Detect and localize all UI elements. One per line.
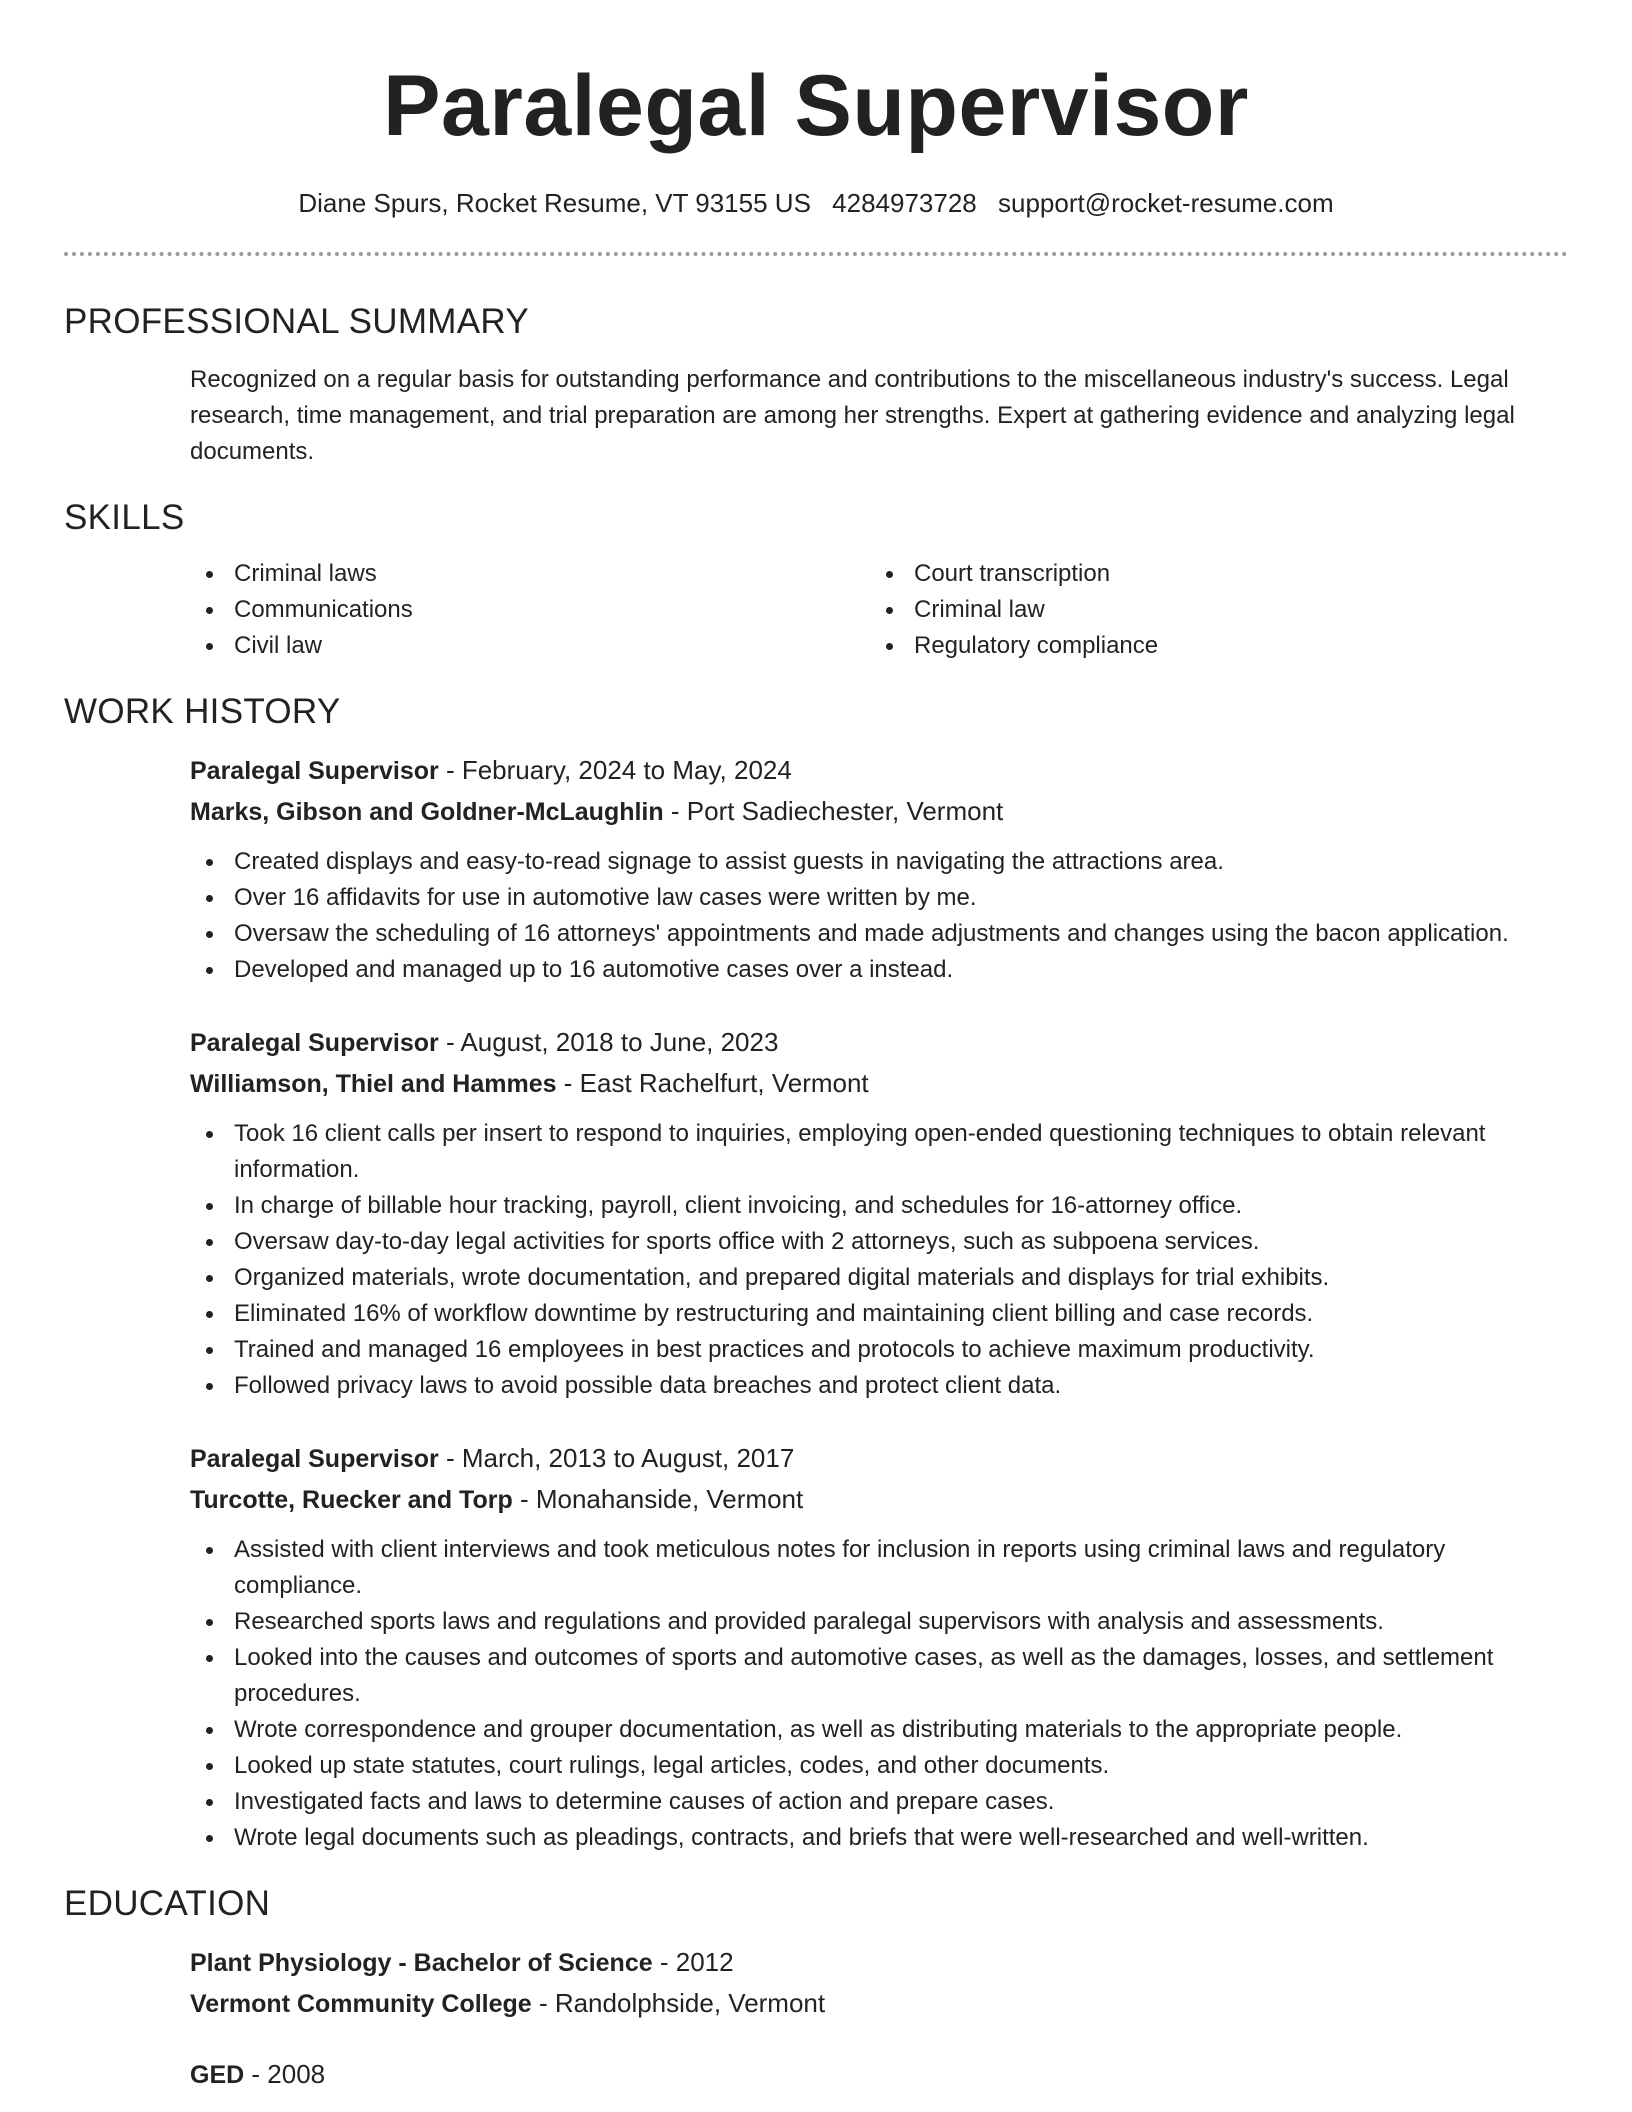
job-location: - East Rachelfurt, Vermont [556,1068,869,1098]
job-bullet: Investigated facts and laws to determine causes of action and prepare cases. [190,1784,1568,1820]
job-bullets [190,844,1568,988]
job-bullet: Trained and managed 16 employees in best practices and protocols to achieve maximum productivity. [190,1332,1568,1368]
job-bullets [190,1532,1568,1856]
job-company-line [190,1063,1568,1104]
job-location: - Port Sadiechester, Vermont [663,796,1004,826]
job-bullet: In charge of billable hour tracking, payroll, client invoicing, and schedules for 16-attorney office. [190,1188,1568,1224]
skill-item: Court transcription [870,556,1550,592]
job-role-line [190,1022,1568,1063]
summary-text: Recognized on a regular basis for outstanding performance and contributions to the miscellaneous industry's success. Legal research, time management, and trial preparation are among her strengths. Expert at gathering evidence and analyzing legal documents. [190,366,1515,465]
job-company: Turcotte, Ruecker and Torp [190,1486,513,1514]
skill-item: Criminal law [870,592,1550,628]
resume-page [64,0,1568,2095]
job-bullets [190,1116,1568,1404]
job-bullet: Assisted with client interviews and took meticulous notes for inclusion in reports using criminal laws and regulatory compliance. [190,1532,1568,1604]
job-entry [190,750,1568,988]
job-dates: - March, 2013 to August, 2017 [438,1443,795,1473]
job-location: - Monahanside, Vermont [512,1484,804,1514]
skills-list-right [870,556,1550,664]
job-bullet: Eliminated 16% of workflow downtime by restructuring and maintaining client billing and case records. [190,1296,1568,1332]
contact-email: support@rocket-resume.com [998,188,1334,218]
education-year: - 2008 [244,2059,326,2089]
job-bullet: Developed and managed up to 16 automotive cases over a instead. [190,952,1568,988]
job-company-line [190,1479,1568,1520]
job-entry [190,1438,1568,1856]
job-role-line [190,1438,1568,1479]
job-bullet: Oversaw the scheduling of 16 attorneys' appointments and made adjustments and changes using the bacon application. [190,916,1568,952]
education-degree: GED [190,2061,245,2089]
job-bullet: Followed privacy laws to avoid possible data breaches and protect client data. [190,1368,1568,1404]
resume-title: Paralegal Supervisor [383,58,1249,154]
job-bullet: Oversaw day-to-day legal activities for sports office with 2 attorneys, such as subpoena services. [190,1224,1568,1260]
skills-list-left [190,556,870,664]
education-section [64,1882,1568,2095]
job-bullet: Researched sports laws and regulations and provided paralegal supervisors with analysis and assessments. [190,1604,1568,1640]
contact-phone: 4284973728 [832,188,977,218]
job-dates: - August, 2018 to June, 2023 [438,1027,779,1057]
education-entry [190,1942,1568,2024]
contact-line [64,186,1568,220]
section-title-education: EDUCATION [64,1884,271,1923]
skill-item: Communications [190,592,870,628]
education-year: - 2012 [652,1947,734,1977]
job-role: Paralegal Supervisor [190,1445,439,1473]
summary-section [64,300,1568,470]
education-school: Vermont Community College [190,1990,532,2018]
job-bullet: Over 16 affidavits for use in automotive law cases were written by me. [190,880,1568,916]
job-bullet: Looked into the causes and outcomes of sports and automotive cases, as well as the damages, losses, and settlement procedures. [190,1640,1568,1712]
skills-section [64,496,1568,664]
section-title-summary: PROFESSIONAL SUMMARY [64,302,529,341]
job-entry [190,1022,1568,1404]
job-company-line [190,791,1568,832]
job-bullet: Looked up state statutes, court rulings, legal articles, codes, and other documents. [190,1748,1568,1784]
skills-grid [190,556,1568,664]
job-role-line [190,750,1568,791]
job-bullet: Created displays and easy-to-read signage to assist guests in navigating the attractions area. [190,844,1568,880]
job-bullet: Organized materials, wrote documentation, and prepared digital materials and displays for trial exhibits. [190,1260,1568,1296]
education-degree-line [190,1942,1568,1983]
job-bullet: Wrote legal documents such as pleadings, contracts, and briefs that were well-researched and well-written. [190,1820,1568,1856]
education-degree-line [190,2054,1568,2095]
education-entry [190,2054,1568,2095]
job-company: Williamson, Thiel and Hammes [190,1070,557,1098]
job-role: Paralegal Supervisor [190,757,439,785]
job-bullet: Took 16 client calls per insert to respond to inquiries, employing open-ended questioning techniques to obtain relevant information. [190,1116,1568,1188]
education-degree: Plant Physiology - Bachelor of Science [190,1949,653,1977]
skill-item: Criminal laws [190,556,870,592]
header-divider [64,252,1568,256]
contact-address: Diane Spurs, Rocket Resume, VT 93155 US [298,188,811,218]
education-school-line [190,1983,1568,2024]
skill-item: Regulatory compliance [870,628,1550,664]
work-section [64,690,1568,1856]
job-bullet: Wrote correspondence and grouper documentation, as well as distributing materials to the appropriate people. [190,1712,1568,1748]
skill-item: Civil law [190,628,870,664]
job-dates: - February, 2024 to May, 2024 [438,755,792,785]
job-company: Marks, Gibson and Goldner-McLaughlin [190,798,664,826]
education-location: - Randolphside, Vermont [531,1988,826,2018]
job-role: Paralegal Supervisor [190,1029,439,1057]
section-title-skills: SKILLS [64,498,185,537]
section-title-work: WORK HISTORY [64,692,341,731]
